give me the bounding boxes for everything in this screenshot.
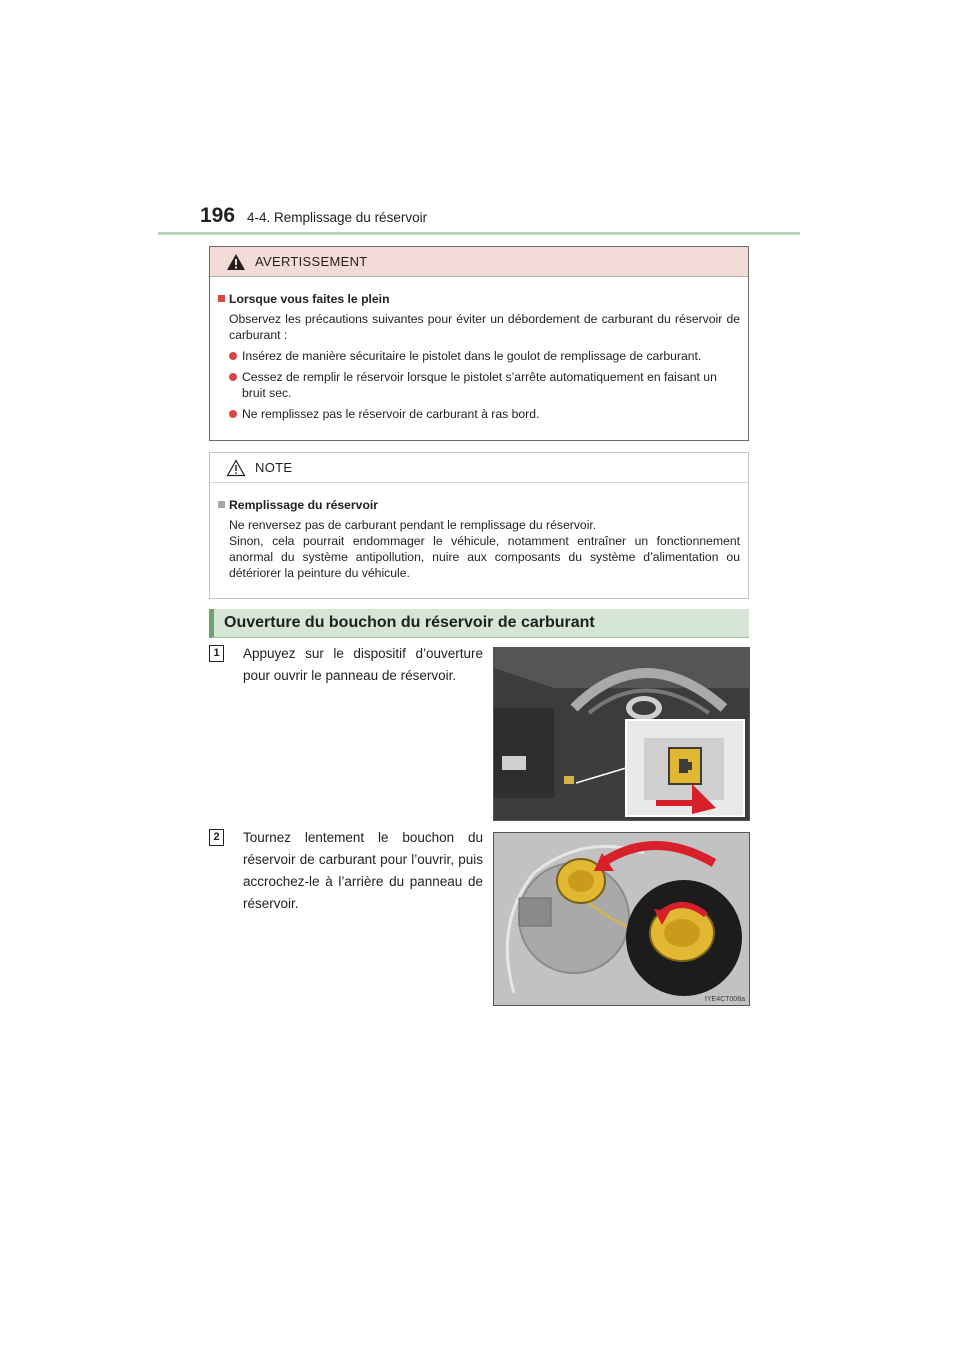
note-line: Sinon, cela pourrait endommager le véhicule, notamment entraîner un fonctionnement anormal du système antipollution, nuire aux composants du système d’alimentation ou détériorer la peinture du véhicule. bbox=[229, 534, 740, 580]
warning-title: AVERTISSEMENT bbox=[255, 254, 368, 269]
step-number: 1 bbox=[209, 645, 224, 662]
step-number: 2 bbox=[209, 829, 224, 846]
warning-heading: Lorsque vous faites le plein bbox=[218, 291, 740, 307]
dashboard-illustration bbox=[494, 648, 750, 821]
caution-triangle-icon bbox=[226, 459, 246, 477]
warning-triangle-icon bbox=[226, 253, 246, 271]
fuel-door-opener-figure bbox=[493, 647, 750, 821]
section-heading-text: Ouverture du bouchon du réservoir de carburant bbox=[224, 614, 595, 631]
section-heading bbox=[209, 609, 749, 638]
warning-content bbox=[218, 291, 740, 422]
note-content bbox=[218, 497, 740, 581]
step-text: Tournez lentement le bouchon du réservoir de carburant pour l’ouvrir, puis accrochez-le à l’arrière du panneau de réservoir. bbox=[243, 830, 483, 911]
warning-box bbox=[209, 246, 749, 441]
page-number: 196 bbox=[200, 204, 236, 227]
figure-code: IYE4CT007 bbox=[708, 811, 745, 818]
warning-item: Cessez de remplir le réservoir lorsque le pistolet s’arrête automatiquement en faisant un bruit sec. bbox=[218, 369, 740, 401]
warning-intro: Observez les précautions suivantes pour éviter un débordement de carburant du réservoir de carburant : bbox=[229, 312, 740, 342]
figure-code: IYE4CT008a bbox=[704, 996, 745, 1003]
running-header-title: 4-4. Remplissage du réservoir bbox=[247, 210, 428, 225]
note-heading: Remplissage du réservoir bbox=[218, 497, 740, 513]
warning-box-header bbox=[210, 247, 748, 277]
note-box bbox=[209, 452, 749, 599]
warning-item: Insérez de manière sécuritaire le pistolet dans le goulot de remplissage de carburant. bbox=[218, 348, 740, 364]
header-divider bbox=[158, 232, 800, 235]
note-title: NOTE bbox=[255, 460, 293, 475]
fuel-cap-figure bbox=[493, 832, 750, 1006]
note-line: Ne renversez pas de carburant pendant le remplissage du réservoir. bbox=[229, 518, 597, 532]
warning-item: Ne remplissez pas le réservoir de carburant à ras bord. bbox=[218, 406, 740, 422]
fuel-cap-illustration bbox=[494, 833, 750, 1006]
note-box-header bbox=[210, 453, 748, 483]
step-text: Appuyez sur le dispositif d’ouverture pour ouvrir le panneau de réservoir. bbox=[243, 646, 483, 683]
